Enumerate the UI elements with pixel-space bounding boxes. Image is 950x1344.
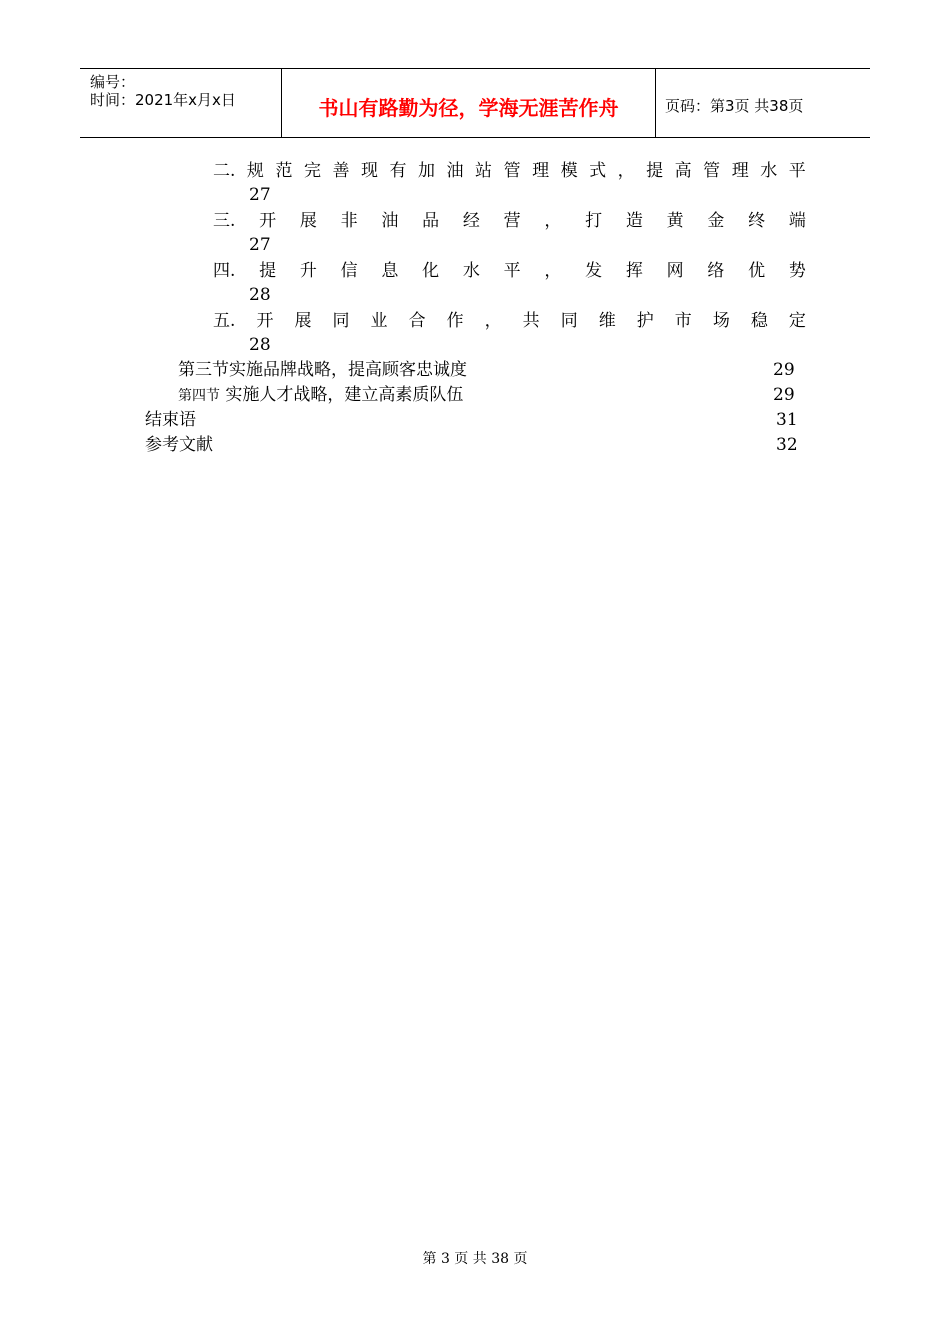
toc-item-page: 28 <box>249 335 271 355</box>
toc-item-label: 四. <box>213 261 236 281</box>
toc-item-char: 范 <box>275 161 293 181</box>
toc-item-char: 高 <box>674 161 692 181</box>
toc-item-char: 非 <box>340 211 358 231</box>
toc-item-char: 油 <box>381 211 399 231</box>
header-page-cell <box>655 69 870 137</box>
header-motto: 书山有路勤为径，学海无涯苦作舟 <box>318 96 619 120</box>
toc-item-label: 五. <box>213 311 236 331</box>
toc-item-char: 稳 <box>750 311 768 331</box>
toc-references: 参考文献 <box>145 435 213 455</box>
toc-item-char: 开 <box>256 311 274 331</box>
toc-item-char: 完 <box>303 161 321 181</box>
toc-item-char: 平 <box>503 261 521 281</box>
header-meta-cell <box>80 69 281 137</box>
toc-item-char: 水 <box>462 261 480 281</box>
document-number-label: 编号： <box>90 73 136 91</box>
toc-references-page: 32 <box>776 435 798 455</box>
toc-item-char: 定 <box>788 311 806 331</box>
toc-item-char: 开 <box>259 211 277 231</box>
toc-item-char: ， <box>484 311 502 331</box>
header-motto-cell <box>281 69 656 137</box>
toc-item-char: ， <box>617 161 635 181</box>
toc-item-char: 作 <box>446 311 464 331</box>
toc-closing: 结束语 <box>145 410 196 430</box>
toc-item-char: 终 <box>748 211 766 231</box>
toc-item-char: 有 <box>389 161 407 181</box>
document-time-label: 时间：2021年x月x日 <box>90 91 236 109</box>
toc-item-char: 息 <box>381 261 399 281</box>
toc-item-char: 网 <box>666 261 684 281</box>
toc-item-char: 维 <box>598 311 616 331</box>
toc-item-char: 现 <box>360 161 378 181</box>
toc-item-page: 28 <box>249 285 271 305</box>
toc-item-char: 提 <box>646 161 664 181</box>
toc-item-char: 营 <box>503 211 521 231</box>
toc-item-char: 优 <box>748 261 766 281</box>
toc-item-char: 发 <box>585 261 603 281</box>
toc-item-char: 业 <box>370 311 388 331</box>
toc-item-char: 展 <box>299 211 317 231</box>
toc-item-char: 加 <box>418 161 436 181</box>
header-page-info: 页码：第3页 共38页 <box>665 97 804 115</box>
toc-item-char: ， <box>544 211 562 231</box>
toc-item-char: 模 <box>560 161 578 181</box>
toc-item-char: 理 <box>731 161 749 181</box>
toc-item-char: 同 <box>332 311 350 331</box>
toc-section-text: 实施人才战略，建立高素质队伍 <box>220 385 464 405</box>
toc-item-char: 端 <box>788 211 806 231</box>
toc-section-text: 实施品牌战略，提高顾客忠诚度 <box>229 360 467 380</box>
toc-item-char: 护 <box>636 311 654 331</box>
toc-section <box>178 360 467 380</box>
toc-item-char: 造 <box>625 211 643 231</box>
toc-item-char: 化 <box>422 261 440 281</box>
toc-item-char: 水 <box>760 161 778 181</box>
toc-item-char: 信 <box>340 261 358 281</box>
toc-item-char: 场 <box>712 311 730 331</box>
toc-item-label: 三. <box>213 211 236 231</box>
toc-item-char: 展 <box>294 311 312 331</box>
toc-item-line <box>213 261 806 281</box>
toc-item-line <box>213 211 806 231</box>
toc-item-char: 络 <box>707 261 725 281</box>
toc-section <box>178 385 463 406</box>
toc-item-char: 管 <box>703 161 721 181</box>
toc-item-char: 管 <box>503 161 521 181</box>
toc-item-char: 同 <box>560 311 578 331</box>
toc-item-char: 挥 <box>625 261 643 281</box>
toc-item-char: 升 <box>299 261 317 281</box>
toc-item-label: 二. <box>213 161 236 181</box>
toc-closing-page: 31 <box>776 410 798 430</box>
toc-item-char: 经 <box>462 211 480 231</box>
toc-item-char: 共 <box>522 311 540 331</box>
toc-item-char: 黄 <box>666 211 684 231</box>
toc-item-char: 合 <box>408 311 426 331</box>
toc-item-line <box>213 161 806 181</box>
toc-item-char: 提 <box>259 261 277 281</box>
toc-item-char: 站 <box>475 161 493 181</box>
toc-item-char: 打 <box>585 211 603 231</box>
toc-item-char: 理 <box>532 161 550 181</box>
toc-item-page: 27 <box>249 235 271 255</box>
toc-item-char: ， <box>544 261 562 281</box>
toc-item-char: 式 <box>589 161 607 181</box>
toc-item-char: 势 <box>788 261 806 281</box>
toc-item-char: 市 <box>674 311 692 331</box>
toc-item-char: 平 <box>788 161 806 181</box>
toc-item-page: 27 <box>249 185 271 205</box>
toc-item-char: 金 <box>707 211 725 231</box>
toc-item-char: 品 <box>422 211 440 231</box>
toc-section-prefix: 第三节 <box>178 360 229 380</box>
toc-section-page: 29 <box>773 385 795 405</box>
toc-section-page: 29 <box>773 360 795 380</box>
toc-item-line <box>213 311 806 331</box>
page-header <box>80 68 870 138</box>
toc-item-char: 油 <box>446 161 464 181</box>
toc-item-char: 善 <box>332 161 350 181</box>
toc-item-char: 规 <box>246 161 264 181</box>
page-footer: 第 3 页 共 38 页 <box>422 1251 528 1267</box>
toc-section-prefix: 第四节 <box>178 388 220 404</box>
